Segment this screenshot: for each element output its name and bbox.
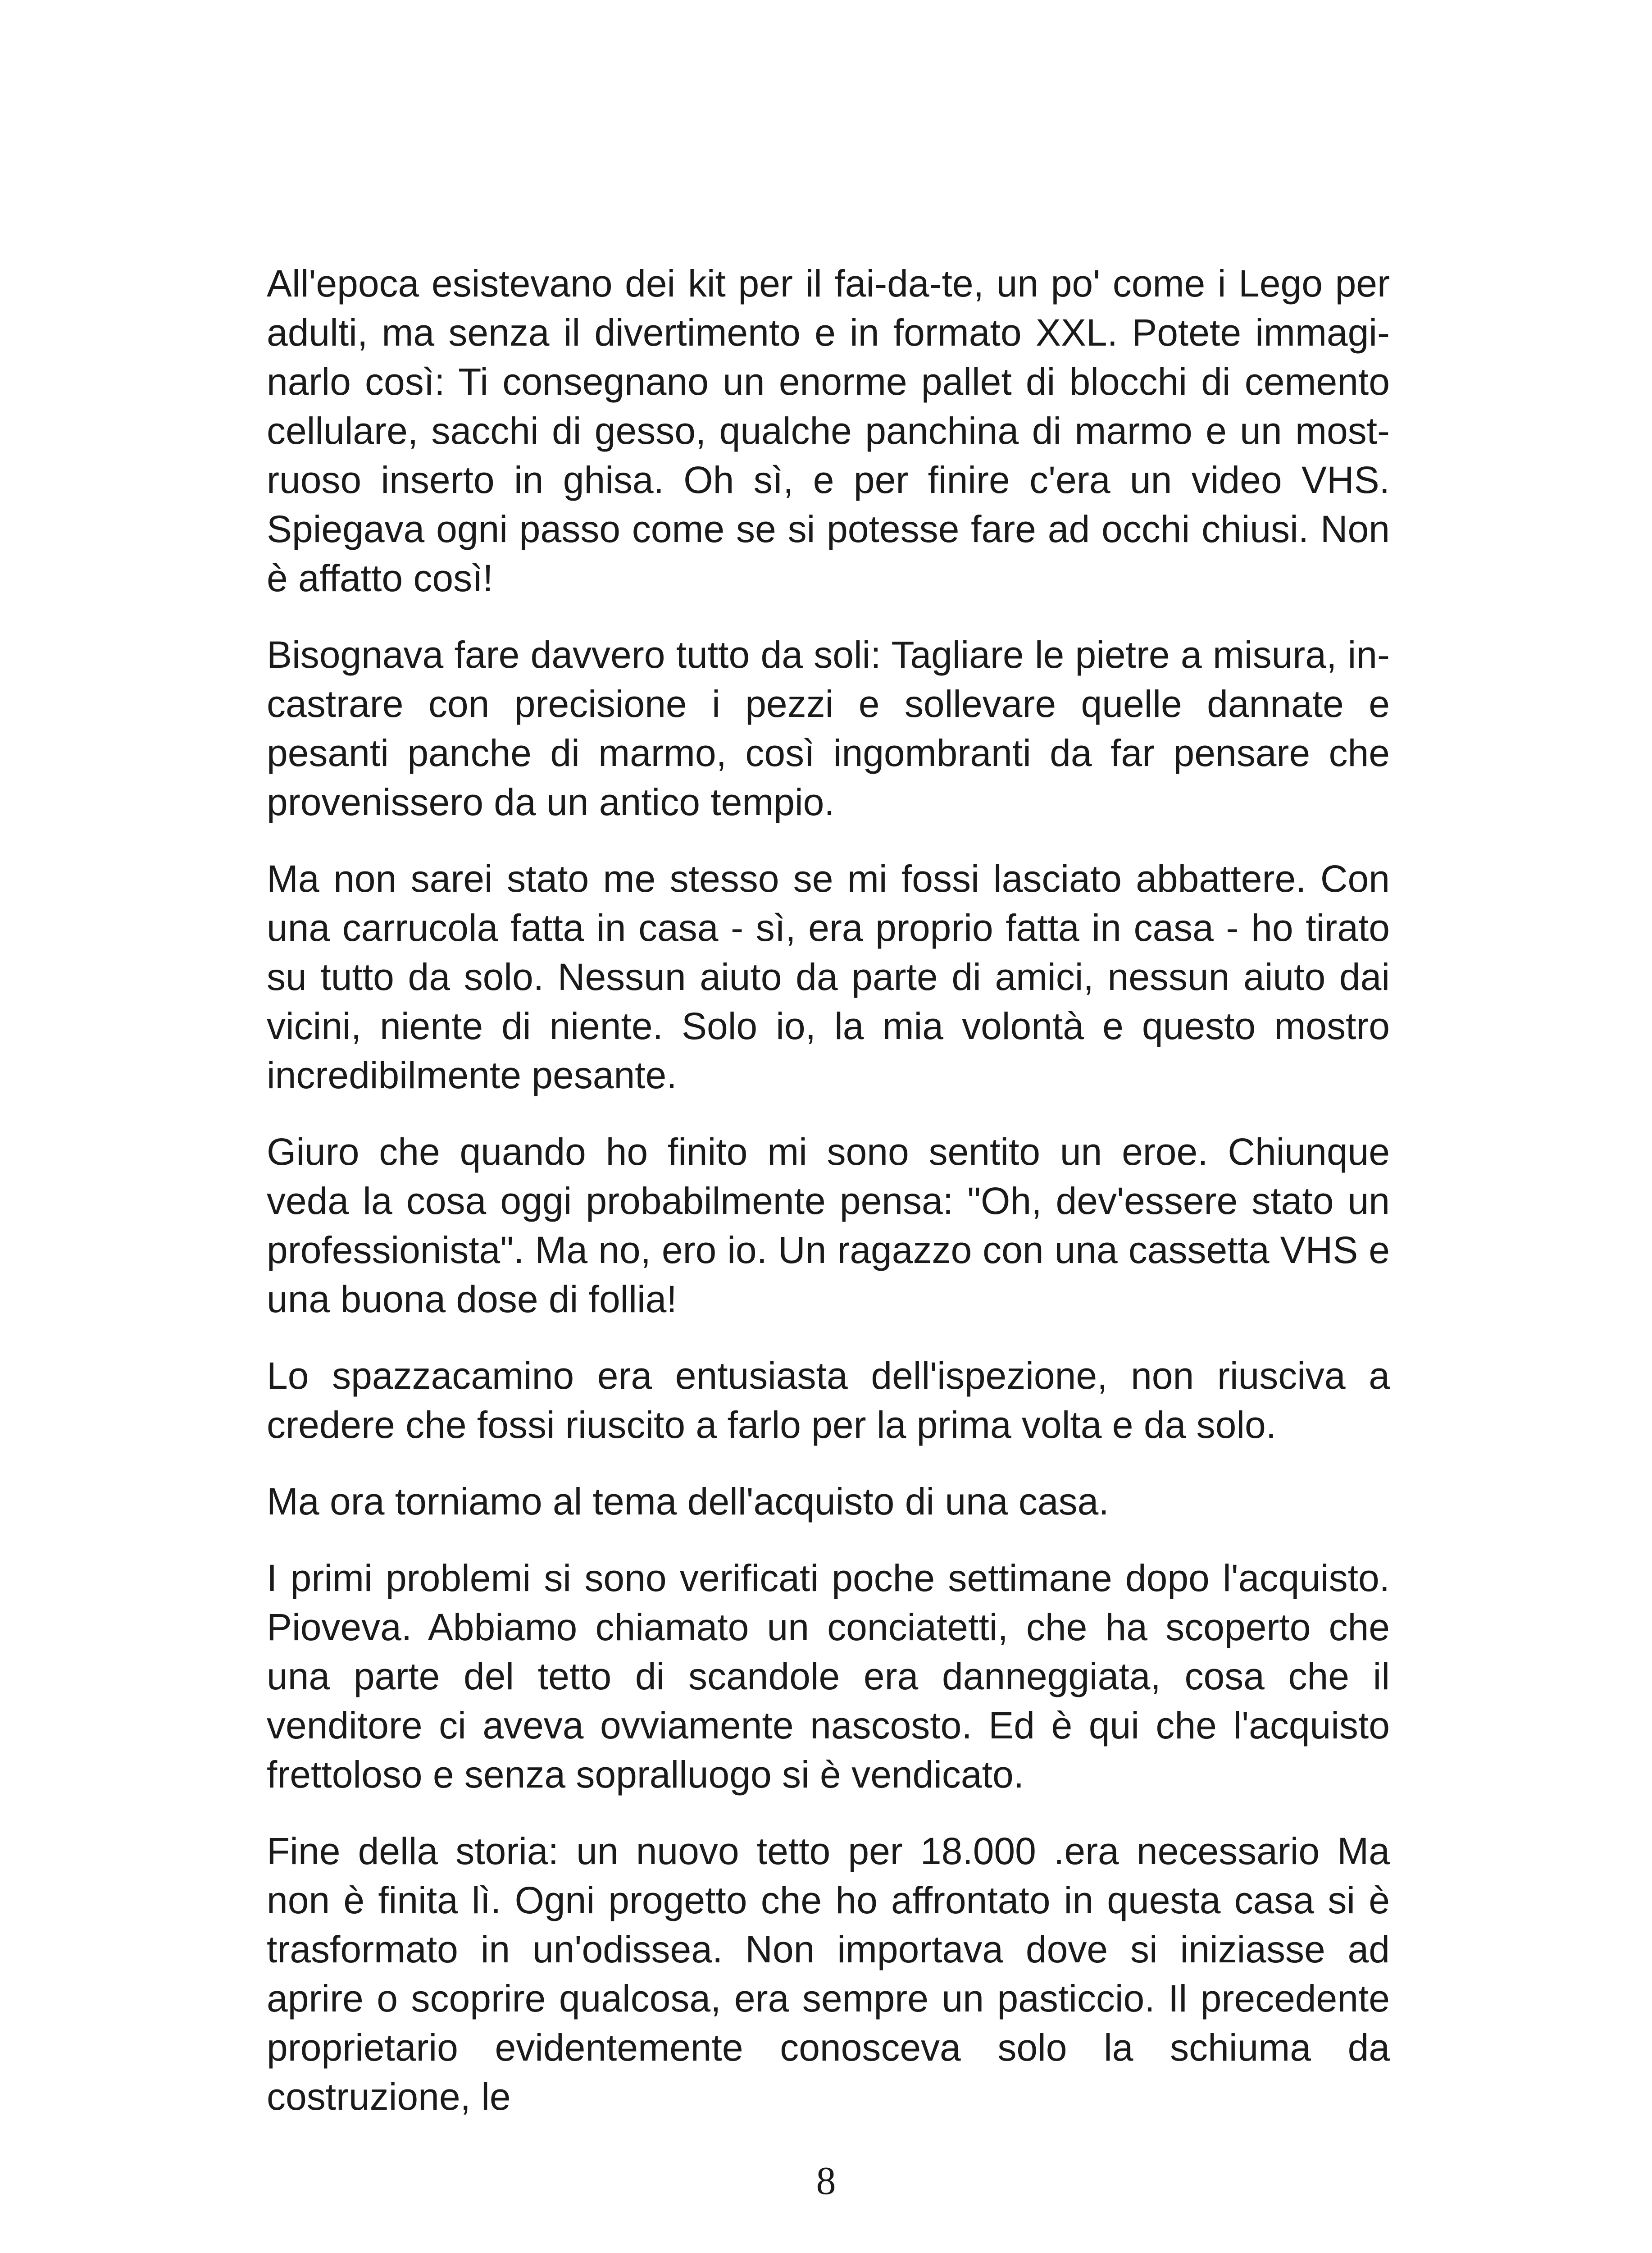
page-number: 8 [816,2159,836,2203]
paragraph-2: Bisognava fare davvero tutto da soli: Tagliare le pietre a misura, incastrare con precisione i pezzi e sollevare quelle dannate e pesanti panche di marmo, così ingombranti da far pensare che provenissero da un antico tempio. [267,634,1390,823]
paragraph-3: Ma non sarei stato me stesso se mi fossi lasciato abbattere. Con una carrucola fatta in casa - sì, era proprio fatta in casa - ho tirato su tutto da solo. Nessun aiuto da parte di amici, nessun aiuto dai vicini, niente di niente. Solo io, la mia volontà e questo mostro incredibilmente pesante. [267,857,1390,1096]
paragraph-6: Ma ora torniamo al tema dell'acquisto di una casa. [267,1480,1109,1523]
paragraph-4: Giuro che quando ho finito mi sono sentito un eroe. Chiunque veda la cosa oggi probabilmente pensa: "Oh, dev'essere stato un professionista". Ma no, ero io. Un ragazzo con una cassetta VHS e una buona dose di follia! [267,1131,1390,1320]
body-text [267,259,1390,2149]
paragraph-7: I primi problemi si sono verificati poche settimane dopo l'acquisto. Pioveva. Abbiamo chiamato un conciatetti, che ha scoperto che una parte del tetto di scandole era danneggiata, cosa che il venditore ci aveva ovviamente nascosto. Ed è qui che l'acquisto frettoloso e senza sopralluogo si è vendicato. [267,1557,1390,1796]
paragraph-1: All'epoca esistevano dei kit per il fai-da-te, un po' come i Lego per adulti, ma senza il divertimento e in formato XXL. Potete immaginarlo così: Ti consegnano un enorme pallet di blocchi di cemento cellulare, sacchi di gesso, qualche panchina di marmo e un mostruoso inserto in ghisa. Oh sì, e per finire c'era un video VHS. Spiegava ogni passo come se si potesse fare ad occhi chiusi. Non è affatto così! [267,262,1390,599]
paragraph-5: Lo spazzacamino era entusiasta dell'ispezione, non riusciva a credere che fossi riuscito a farlo per la prima volta e da solo. [267,1355,1390,1446]
paragraph-8: Fine della storia: un nuovo tetto per 18.000 .era necessario Ma non è finita lì. Ogni progetto che ho affrontato in questa casa si è trasformato in un'odissea. Non importava dove si iniziasse ad aprire o scoprire qualcosa, era sempre un pasticcio. Il precedente proprietario evidentemente conosceva solo la schiuma da costruzione, le [267,1830,1390,2118]
